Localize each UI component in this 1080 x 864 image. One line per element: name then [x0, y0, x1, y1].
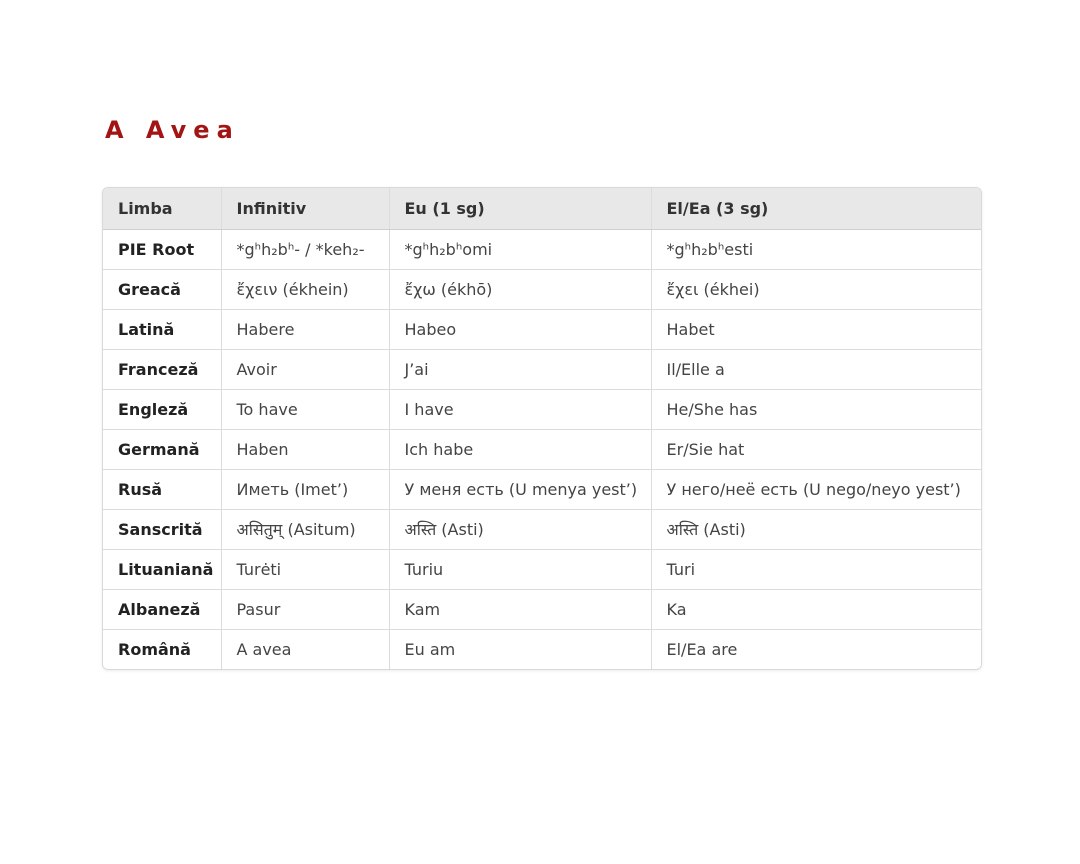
page-title: A Avea [105, 116, 240, 144]
table-row [103, 549, 981, 589]
infinitive-cell: ἔχειν (ékhein) [221, 269, 389, 309]
infinitive-cell: Habere [221, 309, 389, 349]
third-person-cell: He/She has [651, 389, 981, 429]
first-person-cell: У меня есть (U menya yest’) [389, 469, 651, 509]
infinitive-cell: *gʰh₂bʰ- / *keh₂- [221, 229, 389, 269]
table-row [103, 509, 981, 549]
language-cell: Rusă [103, 469, 221, 509]
infinitive-cell: Иметь (Imet’) [221, 469, 389, 509]
first-person-cell: *gʰh₂bʰomi [389, 229, 651, 269]
infinitive-cell: असितुम् (Asitum) [221, 509, 389, 549]
third-person-cell: Habet [651, 309, 981, 349]
table-row [103, 309, 981, 349]
language-cell: Latină [103, 309, 221, 349]
header-language: Limba [103, 188, 221, 229]
first-person-cell: Kam [389, 589, 651, 629]
table-row [103, 269, 981, 309]
infinitive-cell: Pasur [221, 589, 389, 629]
table-row [103, 229, 981, 269]
infinitive-cell: Turėti [221, 549, 389, 589]
table-row [103, 349, 981, 389]
language-cell: Lituaniană [103, 549, 221, 589]
third-person-cell: El/Ea are [651, 629, 981, 669]
language-cell: Română [103, 629, 221, 669]
header-first-person-singular: Eu (1 sg) [389, 188, 651, 229]
third-person-cell: Turi [651, 549, 981, 589]
table-row [103, 389, 981, 429]
table-row [103, 629, 981, 669]
table-header-row [103, 188, 981, 229]
third-person-cell: ἔχει (ékhei) [651, 269, 981, 309]
third-person-cell: Ka [651, 589, 981, 629]
third-person-cell: अस्ति (Asti) [651, 509, 981, 549]
table-row [103, 589, 981, 629]
language-cell: PIE Root [103, 229, 221, 269]
infinitive-cell: A avea [221, 629, 389, 669]
first-person-cell: अस्ति (Asti) [389, 509, 651, 549]
third-person-cell: *gʰh₂bʰesti [651, 229, 981, 269]
conjugation-table [102, 187, 982, 670]
language-cell: Franceză [103, 349, 221, 389]
first-person-cell: Turiu [389, 549, 651, 589]
infinitive-cell: To have [221, 389, 389, 429]
infinitive-cell: Avoir [221, 349, 389, 389]
first-person-cell: Eu am [389, 629, 651, 669]
first-person-cell: Ich habe [389, 429, 651, 469]
first-person-cell: ἔχω (ékhō) [389, 269, 651, 309]
language-cell: Albaneză [103, 589, 221, 629]
first-person-cell: J’ai [389, 349, 651, 389]
third-person-cell: У него/неё есть (U nego/neyo yest’) [651, 469, 981, 509]
language-cell: Engleză [103, 389, 221, 429]
header-infinitive: Infinitiv [221, 188, 389, 229]
first-person-cell: Habeo [389, 309, 651, 349]
first-person-cell: I have [389, 389, 651, 429]
infinitive-cell: Haben [221, 429, 389, 469]
third-person-cell: Il/Elle a [651, 349, 981, 389]
table-row [103, 429, 981, 469]
table-row [103, 469, 981, 509]
language-cell: Greacă [103, 269, 221, 309]
third-person-cell: Er/Sie hat [651, 429, 981, 469]
language-cell: Germană [103, 429, 221, 469]
header-third-person-singular: El/Ea (3 sg) [651, 188, 981, 229]
language-cell: Sanscrită [103, 509, 221, 549]
